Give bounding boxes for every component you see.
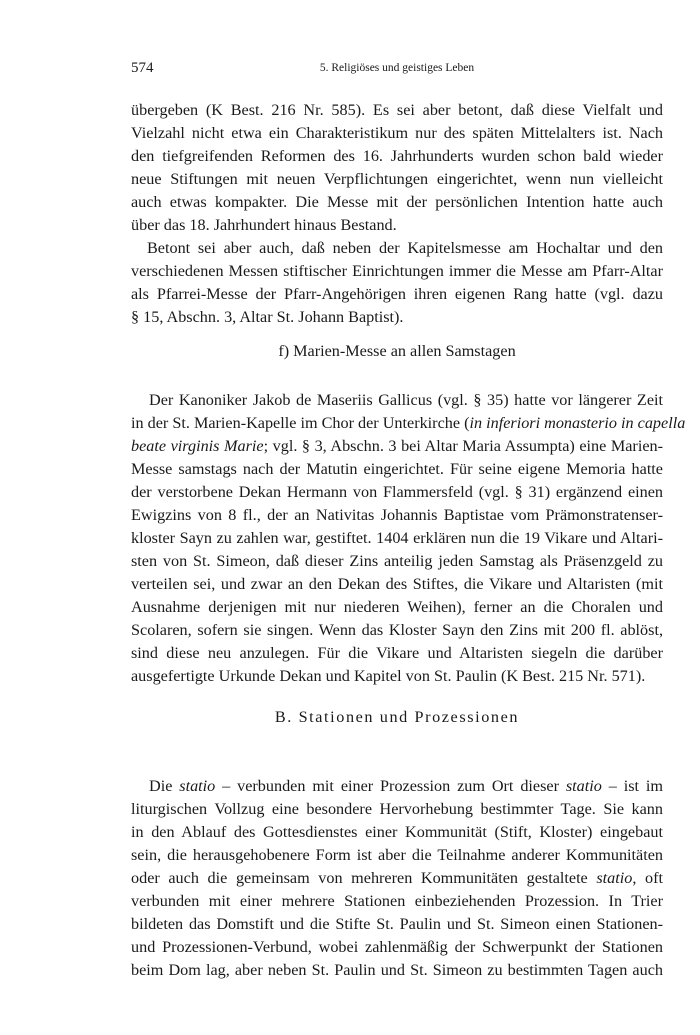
text-span: , oft — [632, 869, 664, 887]
text-span: – verbunden mit einer Prozession zum Ort dieser — [215, 777, 566, 795]
latin-quote: beate virginis Marie — [131, 437, 264, 455]
text-line: sein, die herausgehobenere Form ist aber die Teilnahme anderer Kommunitäten — [131, 846, 663, 864]
text-line: der verstorbene Dekan Hermann von Flammersfeld (vgl. § 31) ergänzend einen — [131, 483, 663, 501]
text-line: liturgischen Vollzug eine besondere Hervorhebung bestimmter Tage. Sie kann — [131, 800, 663, 818]
text-line: verbunden mit einer mehrere Stationen einbeziehenden Prozession. In Trier — [131, 892, 663, 910]
page-number: 574 — [131, 60, 154, 76]
text-span: Die — [149, 777, 180, 795]
text-line: Scolaren, sofern sie singen. Wenn das Kloster Sayn den Zins mit 200 fl. ablöst, — [131, 621, 663, 639]
text-span: – ist im — [601, 777, 663, 795]
latin-quote: in inferiori monasterio in capella — [469, 414, 686, 432]
chapter-title: 5. Religiöses und geistiges Leben — [319, 62, 475, 74]
text-line: bildeten das Domstift und die Stifte St. Paulin und St. Simeon einen Stationen- — [131, 915, 663, 933]
paragraph-4 — [131, 775, 663, 982]
text-line: ausgefertigte Urkunde Dekan und Kapitel von St. Paulin (K Best. 215 Nr. 571). — [131, 667, 646, 685]
text-line: Messe samstags nach der Matutin eingerichtet. Für seine eigene Memoria hatte — [131, 460, 663, 478]
text-line: und Prozessionen-Verbund, wobei zahlenmäßig der Schwerpunkt der Stationen — [131, 938, 663, 956]
latin-term: statio — [179, 777, 216, 795]
text-line: Vielzahl nicht etwa ein Charakteristikum nur des späten Mittelalters ist. Nach — [131, 124, 663, 142]
text-line: beim Dom lag, aber neben St. Paulin und St. Simeon zu bestimmten Tagen auch — [131, 961, 663, 979]
text-span: in der St. Marien-Kapelle im Chor der Unterkirche ( — [131, 414, 470, 432]
text-line: übergeben (K Best. 216 Nr. 585). Es sei aber betont, daß diese Vielfalt und — [131, 101, 663, 119]
text-line: über das 18. Jahrhundert hinaus Bestand. — [131, 216, 397, 234]
text-line: sind diese neu anzulegen. Für die Vikare und Altaristen siegeln die darüber — [131, 644, 663, 662]
text-span: oder auch die gemeinsam von mehreren Kommunitäten gestaltete — [131, 869, 597, 887]
section-heading-f: f) Marien-Messe an allen Samstagen — [278, 342, 516, 360]
text-line: § 15, Abschn. 3, Altar St. Johann Baptist). — [131, 308, 404, 326]
text-line: Betont sei aber auch, daß neben der Kapitelsmesse am Hochaltar und den — [147, 239, 663, 257]
text-line: Ewigzins von 8 fl., der an Nativitas Johannis Baptistae vom Prämonstratenser- — [131, 506, 663, 524]
text-line: kloster Sayn zu zahlen war, gestiftet. 1404 erklären nun die 19 Vikare und Altari- — [131, 529, 663, 547]
latin-term: statio — [565, 777, 602, 795]
paragraph-1 — [131, 99, 663, 329]
text-line: neue Stiftungen mit neuen Verpflichtungen eingerichtet, wenn nun vielleicht — [131, 170, 663, 188]
text-line: Ausnahme derjenigen mit nur niederen Weihen), ferner an die Choralen und — [131, 598, 663, 616]
text-line — [131, 867, 663, 890]
text-line: den tiefgreifenden Reformen des 16. Jahrhunderts wurden schon bald wieder — [131, 147, 663, 165]
text-span: ; vgl. § 3, Abschn. 3 bei Altar Maria Assumpta) eine Marien- — [263, 437, 663, 455]
text-line: auch etwas kompakter. Die Messe mit der persönlichen Intention hatte auch — [131, 193, 663, 211]
text-line: als Pfarrei-Messe der Pfarr-Angehörigen ihren eigenen Rang hatte (vgl. dazu — [131, 285, 663, 303]
text-line: verschiedenen Messen stiftischer Einrichtungen immer die Messe am Pfarr-Altar — [131, 262, 663, 280]
paragraph-3 — [131, 389, 686, 688]
text-line — [131, 775, 663, 798]
text-line — [131, 435, 663, 458]
running-head — [131, 60, 663, 84]
latin-term: statio — [596, 869, 633, 887]
text-line: in den Ablauf des Gottesdienstes einer Kommunität (Stift, Kloster) eingebaut — [131, 823, 663, 841]
text-line: Der Kanoniker Jakob de Maseriis Gallicus (vgl. § 35) hatte vor längerer Zeit — [149, 391, 663, 409]
text-line: sten von St. Simeon, daß dieser Zins anteilig jeden Samstag als Präsenzgeld zu — [131, 552, 663, 570]
section-heading-b: B. Stationen und Prozessionen — [274, 708, 520, 726]
text-line: verteilen sei, und zwar an den Dekan des Stiftes, die Vikare und Altaristen (mit — [131, 575, 663, 593]
text-line — [131, 412, 686, 435]
